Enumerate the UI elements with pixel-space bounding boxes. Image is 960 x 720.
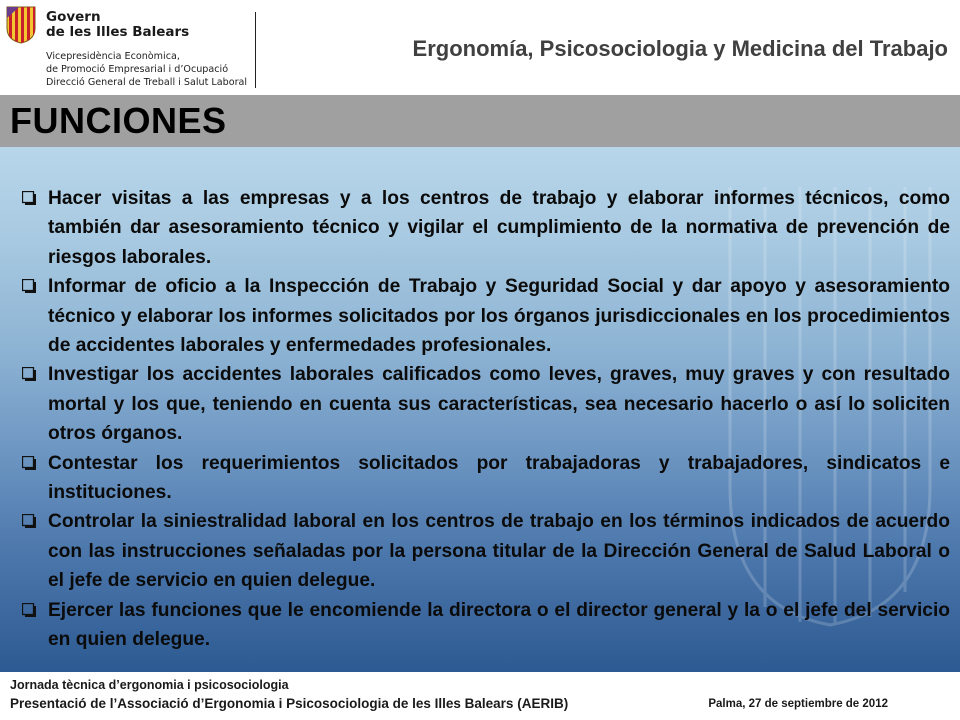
checkbox-bullet-icon: [22, 279, 36, 293]
coat-of-arms-icon: [6, 6, 36, 44]
footer-date: Palma, 27 de septiembre de 2012: [708, 698, 888, 710]
checkbox-bullet-icon: [22, 514, 36, 528]
list-item: [20, 507, 950, 595]
checkbox-bullet-icon: [22, 603, 36, 617]
functions-list: [20, 184, 950, 655]
government-logo: [6, 6, 256, 90]
list-item: [20, 184, 950, 272]
org-subtitle-line: Direcció General de Treball i Salut Laboral: [46, 77, 248, 88]
list-item: [20, 272, 950, 360]
org-name-line: Govern: [46, 9, 101, 25]
list-item-text: Hacer visitas a las empresas y a los centros de trabajo y elaborar informes técnicos, como también dar asesoramiento técnico y vigilar el cumplimiento de la normativa de prevención de riesgos laborales.: [48, 188, 950, 268]
org-subtitle-line: de Promoció Empresarial i d’Ocupació: [46, 64, 229, 75]
org-subtitle-line: Vicepresidència Econòmica,: [46, 51, 180, 62]
footer-event: Jornada tècnica d’ergonomia i psicosociologia: [10, 678, 289, 692]
list-item-text: Ejercer las funciones que le encomiende la directora o el director general y la o el jefe del servicio en quien delegue.: [48, 599, 950, 651]
checkbox-bullet-icon: [22, 367, 36, 381]
logo-divider: [255, 12, 256, 88]
list-item-text: Investigar los accidentes laborales calificados como leves, graves, muy graves y con resultado mortal y los que, teniendo en cuenta sus características, sea necesario hacerlo o así lo soliciten otros órganos.: [48, 364, 950, 445]
list-item: [20, 360, 950, 448]
footer-presentation: Presentació de l’Associació d’Ergonomia i Psicosociologia de les Illes Balears (AERIB): [10, 696, 569, 711]
list-item-text: Contestar los requerimientos solicitados por trabajadoras y trabajadores, sindicatos e instituciones.: [48, 452, 950, 504]
list-item: [20, 596, 950, 655]
org-subtitle: [46, 50, 247, 89]
list-item-text: Informar de oficio a la Inspección de Trabajo y Seguridad Social y dar apoyo y asesoramiento técnico y elaborar los informes solicitados por los órganos jurisdiccionales en los procedimientos de accidentes laborales y enfermedades profesionales.: [48, 276, 950, 357]
checkbox-bullet-icon: [22, 456, 36, 470]
org-name-line: de les Illes Balears: [46, 24, 190, 40]
section-title: FUNCIONES: [10, 100, 227, 141]
checkbox-bullet-icon: [22, 191, 36, 205]
footer: [0, 672, 960, 720]
header: [0, 0, 960, 95]
org-name: [46, 10, 189, 40]
list-item: [20, 449, 950, 508]
list-item-text: Controlar la siniestralidad laboral en los centros de trabajo en los términos indicados de acuerdo con las instrucciones señaladas por la persona titular de la Dirección General de Salud Laboral o el jefe de servicio en quien delegue.: [48, 511, 950, 592]
page-title: Ergonomía, Psicosociologia y Medicina del Trabajo: [412, 36, 948, 61]
content-area: [0, 147, 960, 672]
